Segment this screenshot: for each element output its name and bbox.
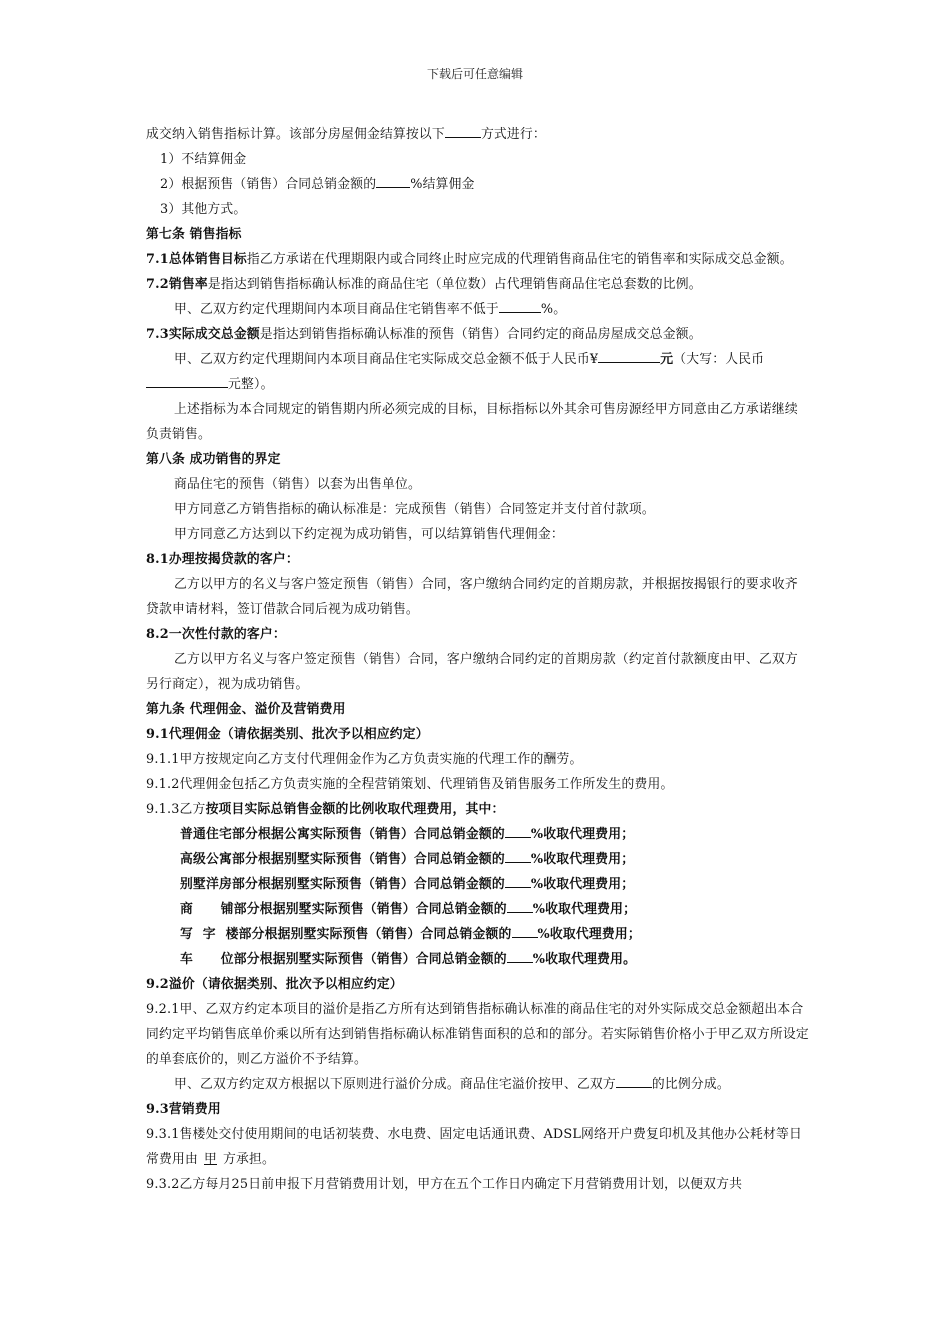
section-8-2: 8.2一次性付款的客户： (146, 627, 286, 642)
text: 的比例分成。 (651, 1077, 730, 1092)
option-1: 1）不结算佣金 (160, 152, 247, 167)
text: 方式进行： (480, 127, 546, 142)
underlined-value: 甲 (204, 1152, 217, 1167)
section-7-3 (146, 322, 810, 347)
text: 铺部分根据别墅实际预售（销售）合同总销金额的 (220, 902, 507, 917)
paragraph: 甲方同意乙方达到以下约定视为成功销售，可以结算销售代理佣金： (174, 527, 564, 542)
paragraph: 乙方以甲方的名义与客户签定预售（销售）合同，客户缴纳合同约定的首期房款，并根据按揭银行的要求收齐贷款申请材料，签订借款合同后视为成功销售。 (146, 577, 798, 617)
rate-row (146, 947, 810, 972)
term: 7.3实际成交总金额 (146, 327, 260, 342)
option-2 (146, 172, 810, 197)
text: 位部分根据别墅实际预售（销售）合同总销金额的 (220, 952, 507, 967)
text: 元 (660, 352, 674, 367)
text: 是指达到销售指标确认标准的预售（销售）合同约定的商品房屋成交总金额。 (259, 327, 702, 342)
text: %。 (540, 302, 567, 317)
text: 商 (180, 902, 219, 917)
blank-field (146, 373, 228, 388)
paragraph (146, 797, 810, 822)
text: 元整）。 (228, 377, 274, 392)
paragraph: 乙方以甲方名义与客户签定预售（销售）合同，客户缴纳合同约定的首期房款（约定首付款额度由甲、乙双方另行商定），视为成功销售。 (146, 652, 798, 692)
blank-field (505, 823, 531, 838)
rate-row (146, 822, 810, 847)
text: %结算佣金 (410, 177, 475, 192)
term: 7.1总体销售目标 (146, 252, 247, 267)
text: （大写：人民币 (673, 352, 765, 367)
page-header: 下载后可任意编辑 (426, 67, 523, 81)
text: 普通住宅部分根据公寓实际预售（销售）合同总销金额的 (180, 827, 505, 842)
text: %收取代理费用； (537, 927, 641, 942)
document-body (146, 122, 810, 1197)
text: 甲、乙双方约定代理期间内本项目商品住宅实际成交总金额不低于人民币¥ (174, 352, 599, 367)
section-9-1: 9.1代理佣金（请依据类别、批次予以相应约定） (146, 727, 429, 742)
blank-field (507, 948, 533, 963)
text: 写字 (180, 927, 226, 942)
blank-field (616, 1073, 652, 1088)
section-9-3: 9.3营销费用 (146, 1102, 221, 1117)
paragraph: 9.1.1甲方按规定向乙方支付代理佣金作为乙方负责实施的代理工作的酬劳。 (146, 752, 583, 767)
text: 按项目实际总销售金额的比例收取代理费用，其中： (205, 802, 505, 817)
blank-field (505, 873, 531, 888)
paragraph (146, 1072, 810, 1097)
rate-row (146, 872, 810, 897)
text: 2）根据预售（销售）合同总销金额的 (160, 177, 377, 192)
term: 7.2销售率 (146, 277, 208, 292)
text: 车 (180, 952, 219, 967)
text: 高级公寓部分根据别墅实际预售（销售）合同总销金额的 (180, 852, 505, 867)
text: 方承担。 (223, 1152, 275, 1167)
text: 9.3.1售楼处交付使用期间的电话初装费、水电费、固定电话通讯费、ADSL网络开户费复印机及其他办公耗材等日常费用由 (146, 1127, 802, 1167)
text: %收取代理费用； (532, 902, 637, 917)
text: 9.1.3乙方 (146, 802, 206, 817)
article-8-heading: 第八条 成功销售的界定 (146, 452, 281, 467)
blank-field (507, 898, 533, 913)
paragraph: 9.2.1甲、乙双方约定本项目的溢价是指乙方所有达到销售指标确认标准的商品住宅的对外实际成交总金额超出本合同约定平均销售底单价乘以所有达到销售指标确认标准销售面积的总和的部分。若实际销售价格小于甲乙双方所设定的单套底价的，则乙方溢价不予结算。 (146, 1002, 809, 1067)
paragraph (146, 347, 810, 397)
paragraph: 上述指标为本合同规定的销售期内所必须完成的目标，目标指标以外其余可售房源经甲方同意由乙方承诺继续负责销售。 (146, 402, 798, 442)
blank-field (598, 348, 660, 363)
text: 别墅洋房部分根据别墅实际预售（销售）合同总销金额的 (180, 877, 505, 892)
blank-field (512, 923, 538, 938)
section-7-2 (146, 272, 810, 297)
blank-field (499, 298, 541, 313)
option-3: 3）其他方式。 (160, 202, 247, 217)
rate-row (146, 847, 810, 872)
blank-field (445, 123, 481, 138)
rate-row (146, 922, 810, 947)
article-7-heading: 第七条 销售指标 (146, 227, 242, 242)
section-9-2: 9.2溢价（请依据类别、批次予以相应约定） (146, 977, 403, 992)
text: %收取代理费用； (530, 852, 635, 867)
blank-field (505, 848, 531, 863)
text: 指乙方承诺在代理期限内或合同终止时应完成的代理销售商品住宅的销售率和实际成交总金额。 (246, 252, 793, 267)
paragraph (146, 297, 810, 322)
blank-field (376, 173, 410, 188)
paragraph (146, 1122, 810, 1172)
text: 甲、乙双方约定代理期间内本项目商品住宅销售率不低于 (174, 302, 499, 317)
text: 是指达到销售指标确认标准的商品住宅（单位数）占代理销售商品住宅总套数的比例。 (207, 277, 702, 292)
section-7-1 (146, 247, 810, 272)
text: 楼部分根据别墅实际预售（销售）合同总销金额的 (225, 927, 512, 942)
paragraph (146, 122, 810, 147)
text: %收取代理费用。 (532, 952, 637, 967)
article-9-heading: 第九条 代理佣金、溢价及营销费用 (146, 702, 346, 717)
text: %收取代理费用； (530, 827, 635, 842)
paragraph: 商品住宅的预售（销售）以套为出售单位。 (174, 477, 421, 492)
paragraph: 9.3.2乙方每月25日前申报下月营销费用计划，甲方在五个工作日内确定下月营销费用计划，以便双方共 (146, 1177, 743, 1192)
section-8-1: 8.1办理按揭贷款的客户： (146, 552, 299, 567)
text: 甲、乙双方约定双方根据以下原则进行溢价分成。商品住宅溢价按甲、乙双方 (174, 1077, 616, 1092)
text: 成交纳入销售指标计算。该部分房屋佣金结算按以下 (146, 127, 445, 142)
paragraph: 甲方同意乙方销售指标的确认标准是：完成预售（销售）合同签定并支付首付款项。 (174, 502, 655, 517)
rate-row (146, 897, 810, 922)
paragraph: 9.1.2代理佣金包括乙方负责实施的全程营销策划、代理销售及销售服务工作所发生的费用。 (146, 777, 674, 792)
text: %收取代理费用； (530, 877, 635, 892)
